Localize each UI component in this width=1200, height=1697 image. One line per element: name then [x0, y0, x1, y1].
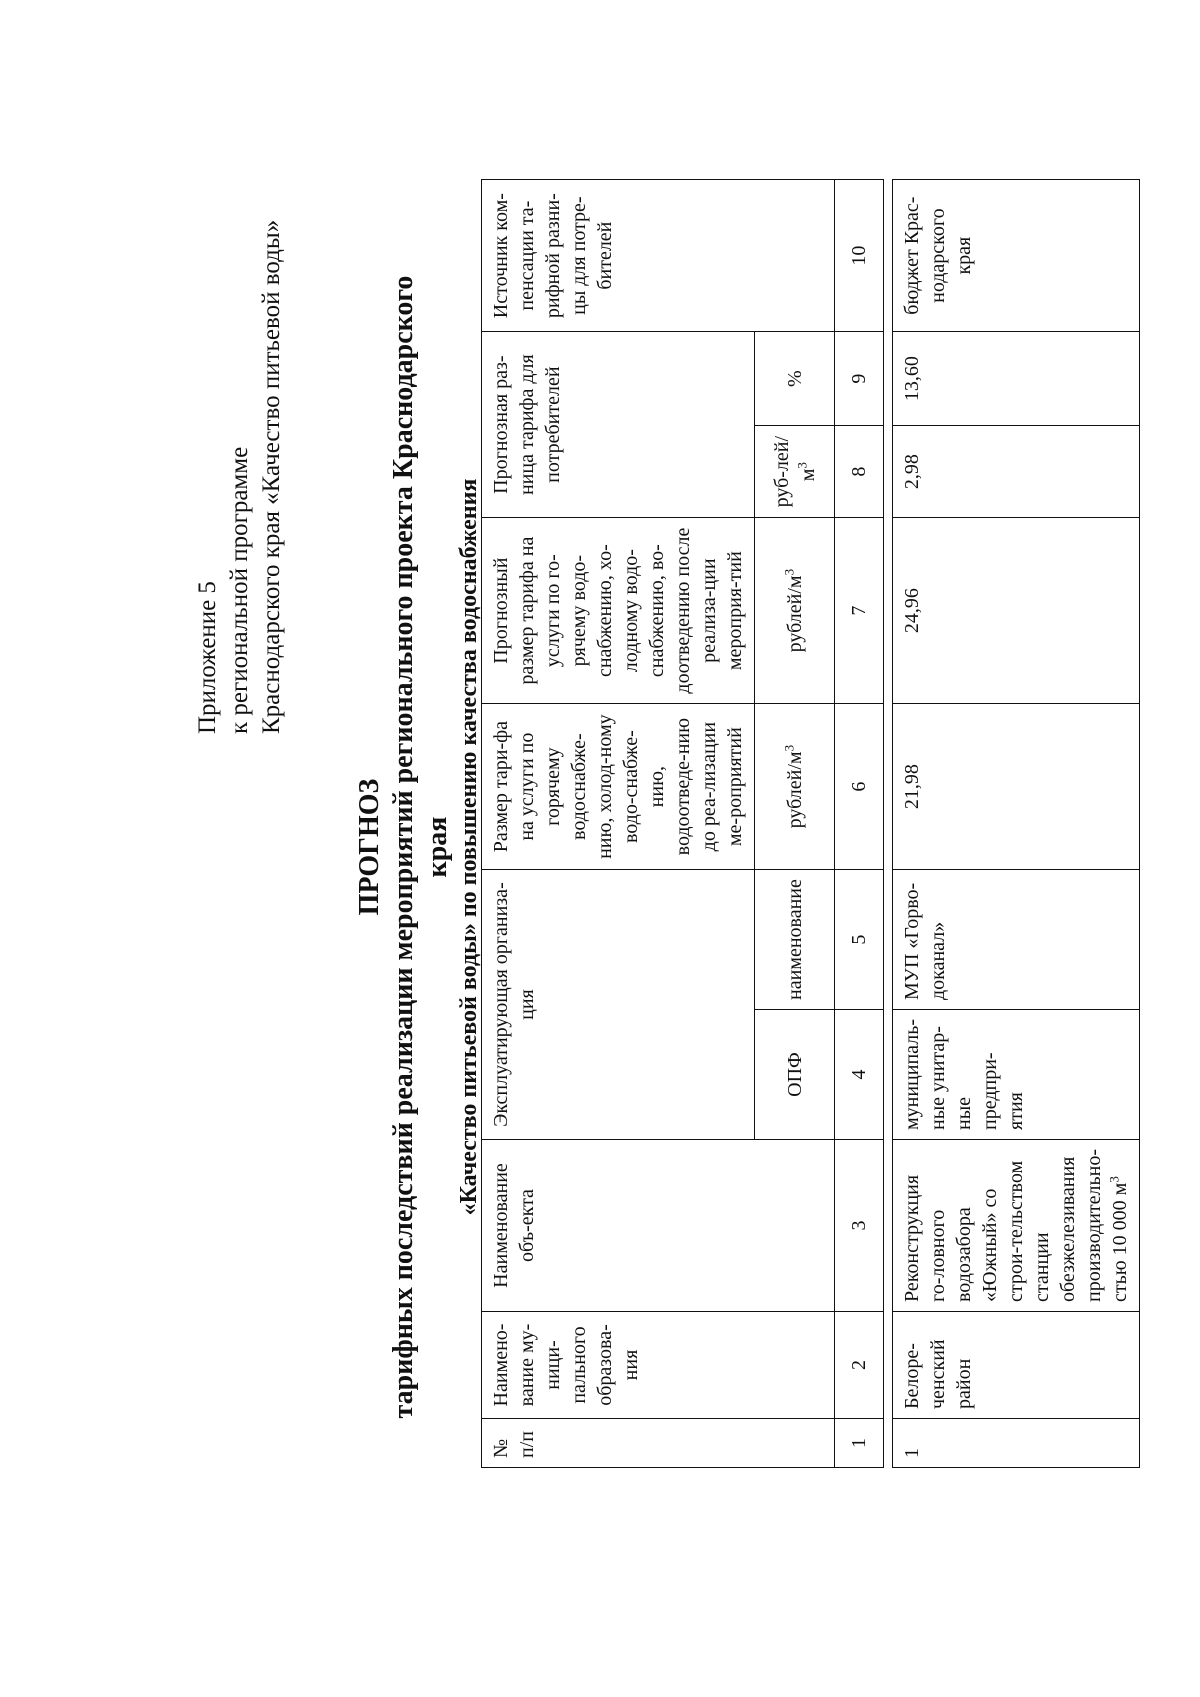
header-object: Наименование объ-екта	[482, 1140, 835, 1312]
column-number: 5	[835, 870, 884, 1010]
document-heading	[353, 247, 484, 1447]
unit-text: руб-лей/м	[770, 435, 819, 508]
header-tariff-before: Размер тари-фа на услуги по горячему водоснабже-нию, холод-ному водо-снабже-нию, водоотведе-нию до реа-лизации ме-роприятий	[482, 704, 755, 870]
subheader-name: наименование	[755, 870, 835, 1010]
heading-title: ПРОГНОЗ	[354, 778, 385, 916]
column-number: 2	[835, 1312, 884, 1419]
cell-tariff-after: 24,96	[893, 518, 1140, 704]
table-row	[893, 180, 1140, 1468]
subheader-opf: ОПФ	[755, 1010, 835, 1140]
subheader-unit-col8	[755, 426, 835, 518]
unit-cube: 3	[1106, 1176, 1122, 1183]
column-number: 7	[835, 518, 884, 704]
object-text: Реконструкция го-ловного водозабора «Южный» со строи-тельством станции обезжелезивания производительно-стью 10 000 м	[901, 1149, 1131, 1302]
column-number: 3	[835, 1140, 884, 1312]
table-spacer	[884, 180, 893, 1468]
header-operator: Эксплуатирующая организа-ция	[482, 870, 755, 1140]
cell-object	[893, 1140, 1140, 1312]
column-number: 1	[835, 1419, 884, 1468]
unit-cube: 3	[780, 744, 796, 752]
unit-text: рублей/м	[783, 751, 806, 829]
subheader-percent: %	[755, 332, 835, 426]
header-tariff-after: Прогнозный размер тарифа на услуги по го-рячему водо-снабжению, хо-лодному водо-снабжению, во-доотведению после реализа-ции мероприя-тий	[482, 518, 755, 704]
cell-source: бюджет Крас-нодарского края	[893, 180, 1140, 332]
header-source: Источник ком-пенсации та-рифной разни-цы для потре-бителей	[482, 180, 835, 332]
column-number: 9	[835, 332, 884, 426]
column-number: 6	[835, 704, 884, 870]
header-difference: Прогнозная раз-ница тарифа для потребителей	[482, 332, 755, 518]
spacer-cell	[884, 180, 893, 1468]
column-number-row	[835, 180, 884, 1468]
appendix-line-2: к региональной программе	[226, 446, 253, 734]
heading-line-1: тарифных последствий реализации мероприятий регионального проекта Краснодарского края	[388, 275, 453, 1419]
header-municipality: Наимено-вание му-ници-пального образова-ния	[482, 1312, 835, 1419]
cell-org-name: МУП «Горво-доканал»	[893, 870, 1140, 1010]
column-number: 4	[835, 1010, 884, 1140]
cell-num: 1	[893, 1419, 1140, 1468]
heading-line-2: «Качество питьевой воды» по повышению качества водоснабжения	[456, 478, 482, 1216]
subheader-unit-col6	[755, 704, 835, 870]
cell-municipality: Белоре-ченский район	[893, 1312, 1140, 1419]
appendix-line-1: Приложение 5	[194, 581, 221, 734]
unit-cube: 3	[793, 462, 809, 469]
header-num: № п/п	[482, 1419, 835, 1468]
unit-cube: 3	[780, 568, 796, 576]
subheader-unit-col7	[755, 518, 835, 704]
column-number: 8	[835, 426, 884, 518]
cell-diff-percent: 13,60	[893, 332, 1140, 426]
header-row	[482, 180, 755, 1468]
cell-opf: муниципаль-ные унитар-ные предпри-ятия	[893, 1010, 1140, 1140]
appendix-block	[192, 220, 288, 734]
cell-diff-rub: 2,98	[893, 426, 1140, 518]
appendix-line-3: Краснодарского края «Качество питьевой воды»	[258, 219, 285, 734]
cell-tariff-before: 21,98	[893, 704, 1140, 870]
column-number: 10	[835, 180, 884, 332]
unit-text: рублей/м	[783, 575, 806, 653]
forecast-table	[481, 179, 1140, 1468]
